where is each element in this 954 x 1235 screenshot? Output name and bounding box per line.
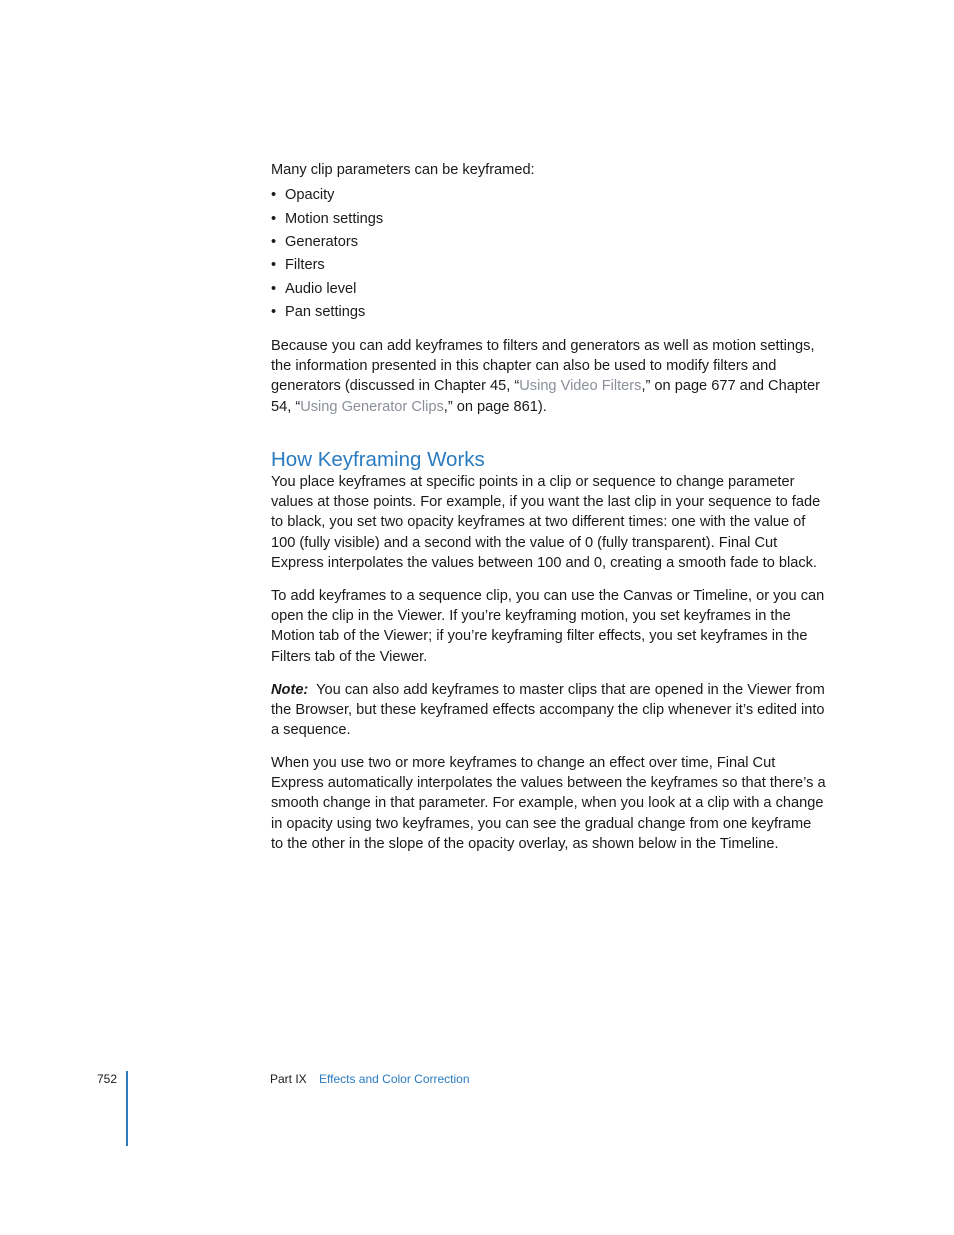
list-item: • Opacity [271, 184, 827, 207]
bullet-icon: • [271, 210, 277, 227]
footer-section-title: Effects and Color Correction [319, 1072, 470, 1086]
link-using-video-filters[interactable]: Using Video Filters [519, 378, 642, 395]
bullet-icon: • [271, 257, 277, 274]
list-item: • Generators [271, 231, 827, 254]
page-content [271, 160, 827, 867]
bullet-icon: • [271, 304, 277, 321]
note-paragraph [271, 680, 827, 741]
note-label: Note: [271, 681, 309, 698]
footer-part-label: Part IX [270, 1072, 307, 1086]
section-heading: How Keyframing Works [271, 447, 485, 471]
paragraph-keyframe-placement: You place keyframes at specific points in a clip or sequence to change parameter values at those points. For example, if you want the last clip in your sequence to fade to black, you set two opacity keyframes at two different times: one with the value of 100 (fully visible) and a second with the value of 0 (fully transparent). Final Cut Express interpolates the values between 100 and 0, creating a smooth fade to black. [271, 473, 821, 572]
bullet-icon: • [271, 234, 277, 251]
list-item: • Audio level [271, 278, 827, 301]
paragraph-interpolation: When you use two or more keyframes to change an effect over time, Final Cut Express automatically interpolates the values between the keyframes so that there’s a smooth change in that parameter. For example, when you look at a clip with a change in opacity using two keyframes, you can see the gradual change from one keyframe to the other in the slope of the opacity overlay, as shown below in the Timeline. [271, 754, 826, 853]
keyframe-parameter-list [271, 184, 827, 324]
link-using-generator-clips[interactable]: Using Generator Clips [300, 398, 444, 415]
list-item: • Filters [271, 254, 827, 277]
note-text: You can also add keyframes to master clips that are opened in the Viewer from the Browser, but these keyframed effects accompany the clip whenever it’s edited into a sequence. [271, 681, 825, 739]
bullet-icon: • [271, 187, 277, 204]
page-number: 752 [97, 1072, 118, 1086]
intro-text: Many clip parameters can be keyframed: [271, 162, 535, 178]
list-item: • Pan settings [271, 301, 827, 324]
paragraph-filters-generators: Because you can add keyframes to filters and generators as well as motion settings, the information presented in this chapter can also be used to modify filters and generators (discussed in Chapter 45, “Using Video Filters,” on page 677 and Chapter 54, “Using Generator Clips,” on page 861). [271, 337, 820, 415]
bullet-icon: • [271, 280, 277, 297]
list-item: • Motion settings [271, 208, 827, 231]
paragraph-add-keyframes: To add keyframes to a sequence clip, you can use the Canvas or Timeline, or you can open the clip in the Viewer. If you’re keyframing motion, you set keyframes in the Motion tab of the Viewer; if you’re keyframing filter effects, you set keyframes in the Filters tab of the Viewer. [271, 587, 825, 665]
footer-divider [126, 1071, 128, 1146]
